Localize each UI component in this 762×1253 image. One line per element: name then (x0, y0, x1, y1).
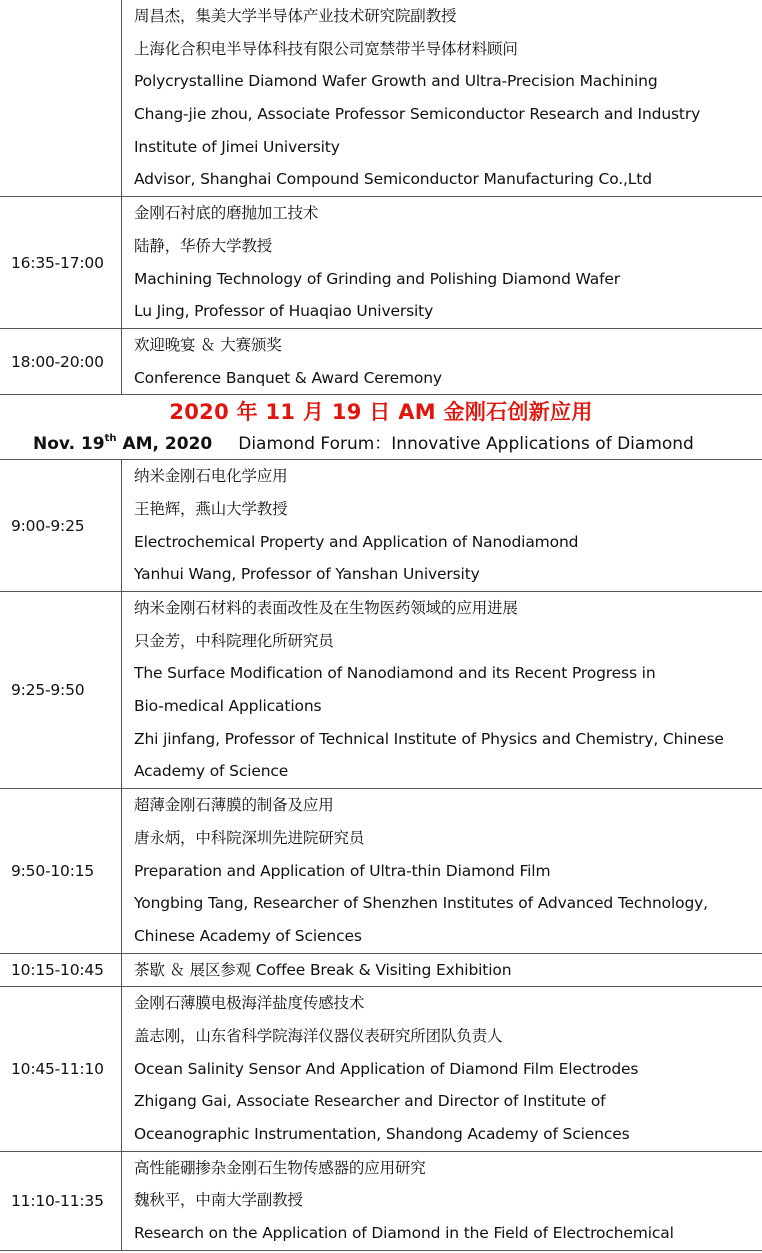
schedule-row (0, 1152, 762, 1251)
content-cell (122, 329, 762, 394)
content-line: 高性能硼掺杂金刚石生物传感器的应用研究 (134, 1158, 426, 1177)
content-line: 金刚石衬底的磨抛加工技术 (134, 204, 319, 223)
content-line: Oceanographic Instrumentation, Shandong Academy of Sciences (134, 1125, 630, 1143)
content-line: Advisor, Shanghai Compound Semiconductor Manufacturing Co.,Ltd (134, 170, 652, 189)
section-date-suffix: AM, 2020 (116, 434, 213, 455)
content-line: 陆静，华侨大学教授 (134, 236, 273, 255)
section-header (0, 395, 762, 459)
content-cell (122, 954, 762, 987)
content-line: Ocean Salinity Sensor And Application of Diamond Film Electrodes (134, 1059, 639, 1078)
schedule-table-top (0, 0, 762, 395)
schedule-row (0, 592, 762, 789)
content-cell (122, 0, 762, 196)
content-cell (122, 592, 762, 788)
content-cell (122, 460, 762, 591)
time-cell: 10:45-11:10 (0, 987, 122, 1150)
content-line: Institute of Jimei University (134, 137, 340, 156)
content-line: 周昌杰，集美大学半导体产业技术研究院副教授 (134, 7, 457, 25)
content-cell (122, 1152, 762, 1250)
content-line: Machining Technology of Grinding and Polishing Diamond Wafer (134, 269, 620, 288)
content-line: Yongbing Tang, Researcher of Shenzhen Institutes of Advanced Technology, (134, 894, 708, 913)
content-line: 盖志刚，山东省科学院海洋仪器仪表研究所团队负责人 (134, 1026, 503, 1045)
content-line: Academy of Science (134, 762, 289, 781)
content-line: 欢迎晚宴 ＆ 大赛颁奖 (134, 335, 282, 354)
section-date-sup: th (104, 433, 117, 445)
section-subtitle-en (0, 430, 762, 459)
schedule-row (0, 329, 762, 395)
content-cell (122, 197, 762, 328)
content-line: Bio-medical Applications (134, 697, 322, 716)
content-line: 纳米金刚石电化学应用 (134, 467, 288, 486)
time-cell: 16:35-17:00 (0, 197, 122, 328)
content-line: Zhi jinfang, Professor of Technical Institute of Physics and Chemistry, Chinese (134, 729, 724, 748)
schedule-row (0, 987, 762, 1151)
content-line: The Surface Modification of Nanodiamond and its Recent Progress in (134, 664, 656, 683)
schedule-row (0, 197, 762, 329)
content-line: 上海化合积电半导体科技有限公司宽禁带半导体材料顾问 (134, 39, 518, 58)
schedule-row (0, 459, 762, 592)
section-title-en: Diamond Forum：Innovative Applications of Diamond (238, 434, 694, 455)
time-cell: 10:15-10:45 (0, 954, 122, 987)
time-cell: 11:10-11:35 (0, 1152, 122, 1250)
schedule-table-bottom (0, 459, 762, 1251)
schedule-row (0, 954, 762, 988)
schedule-row (0, 0, 762, 197)
content-line: Yanhui Wang, Professor of Yanshan University (134, 565, 480, 584)
section-title-cn: 2020 年 11 月 19 日 AM 金刚石创新应用 (169, 400, 593, 425)
time-cell: 18:00-20:00 (0, 329, 122, 394)
time-cell (0, 0, 122, 196)
content-line: Lu Jing, Professor of Huaqiao University (134, 302, 434, 321)
content-line: Electrochemical Property and Application of Nanodiamond (134, 532, 579, 551)
content-line: Research on the Application of Diamond in the Field of Electrochemical (134, 1224, 674, 1243)
content-line: 茶歇 ＆ 展区参观 Coffee Break & Visiting Exhibition (134, 960, 512, 979)
content-line: 超薄金刚石薄膜的制备及应用 (134, 796, 334, 815)
content-cell (122, 987, 762, 1150)
content-line: Conference Banquet & Award Ceremony (134, 368, 442, 387)
time-cell: 9:25-9:50 (0, 592, 122, 788)
schedule-row (0, 789, 762, 953)
content-cell (122, 789, 762, 952)
section-date (33, 434, 212, 454)
content-line: Chang-jie zhou, Associate Professor Semiconductor Research and Industry (134, 105, 701, 124)
content-line: Zhigang Gai, Associate Researcher and Director of Institute of (134, 1092, 606, 1111)
content-line: 只金芳，中科院理化所研究员 (134, 631, 334, 650)
content-line: Preparation and Application of Ultra-thin Diamond Film (134, 861, 551, 880)
content-line: Polycrystalline Diamond Wafer Growth and Ultra-Precision Machining (134, 72, 658, 91)
content-line: 纳米金刚石材料的表面改性及在生物医药领域的应用进展 (134, 599, 518, 617)
content-line: 金刚石薄膜电极海洋盐度传感技术 (134, 994, 365, 1013)
content-line: 唐永炳，中科院深圳先进院研究员 (134, 828, 365, 847)
time-cell: 9:50-10:15 (0, 789, 122, 952)
content-line: Chinese Academy of Sciences (134, 926, 362, 945)
content-line: 王艳辉，燕山大学教授 (134, 499, 288, 518)
content-line: 魏秋平，中南大学副教授 (134, 1191, 303, 1210)
time-cell: 9:00-9:25 (0, 460, 122, 591)
section-date-prefix: Nov. 19 (33, 434, 105, 455)
